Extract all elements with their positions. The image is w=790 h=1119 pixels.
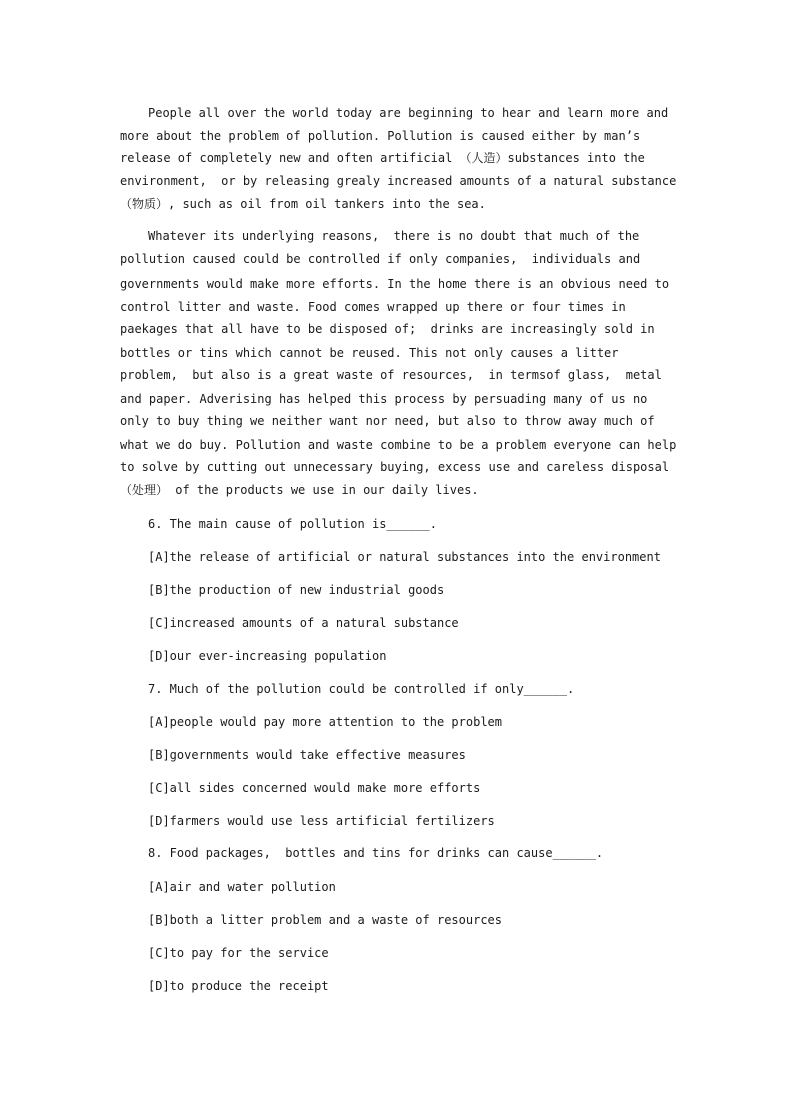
question-6-stem: 6. The main cause of pollution is______. (148, 517, 437, 531)
question-7-stem: 7. Much of the pollution could be controlled if only______. (148, 682, 575, 696)
passage-p2-line-5: paekages that all have to be disposed of; drinks are increasingly sold in (120, 322, 655, 336)
passage-p2-line-7: problem, but also is a great waste of resources, in termsof glass, metal (120, 368, 662, 382)
passage-p1-line-3: release of completely new and often artificial （人造）substances into the (120, 151, 645, 165)
passage-p2-line-11: to solve by cutting out unnecessary buying, excess use and careless disposal (120, 460, 670, 474)
question-7-option-c: [C]all sides concerned would make more efforts (148, 781, 481, 795)
question-6-option-d: [D]our ever-increasing population (148, 649, 387, 663)
passage-p2-line-2: pollution caused could be controlled if only companies, individuals and (120, 252, 641, 266)
passage-p1-line-2: more about the problem of pollution. Pollution is caused either by man’s (120, 129, 641, 143)
question-6-option-c: [C]increased amounts of a natural substance (148, 616, 459, 630)
passage-p2-line-4: control litter and waste. Food comes wrapped up there or four times in (120, 300, 626, 314)
passage-p2-line-9: only to buy thing we neither want nor need, but also to throw away much of (120, 414, 655, 428)
passage-p2-line-10: what we do buy. Pollution and waste combine to be a problem everyone can help (120, 438, 677, 452)
question-7-option-d: [D]farmers would use less artificial fertilizers (148, 814, 495, 828)
passage-p1-line-4: environment, or by releasing grealy increased amounts of a natural substance (120, 174, 677, 188)
passage-p1-line-1: People all over the world today are beginning to hear and learn more and (148, 106, 669, 120)
question-8-option-c: [C]to pay for the service (148, 946, 329, 960)
passage-p2-line-1: Whatever its underlying reasons, there is no doubt that much of the (148, 229, 640, 243)
question-7-option-b: [B]governments would take effective measures (148, 748, 466, 762)
question-6-option-a: [A]the release of artificial or natural substances into the environment (148, 550, 661, 564)
question-8-option-d: [D]to produce the receipt (148, 979, 329, 993)
passage-p2-line-3: governments would make more efforts. In the home there is an obvious need to (120, 277, 670, 291)
passage-p2-line-12: （处理） of the products we use in our daily lives. (120, 483, 479, 497)
question-8-stem: 8. Food packages, bottles and tins for drinks can cause______. (148, 846, 604, 860)
passage-p2-line-6: bottles or tins which cannot be reused. This not only causes a litter (120, 346, 619, 360)
question-7-option-a: [A]people would pay more attention to the problem (148, 715, 503, 729)
question-8-option-a: [A]air and water pollution (148, 880, 336, 894)
passage-p1-line-5: （物质）, such as oil from oil tankers into the sea. (120, 197, 486, 211)
question-6-option-b: [B]the production of new industrial goods (148, 583, 445, 597)
passage-p2-line-8: and paper. Adverising has helped this process by persuading many of us no (120, 392, 648, 406)
question-8-option-b: [B]both a litter problem and a waste of resources (148, 913, 503, 927)
